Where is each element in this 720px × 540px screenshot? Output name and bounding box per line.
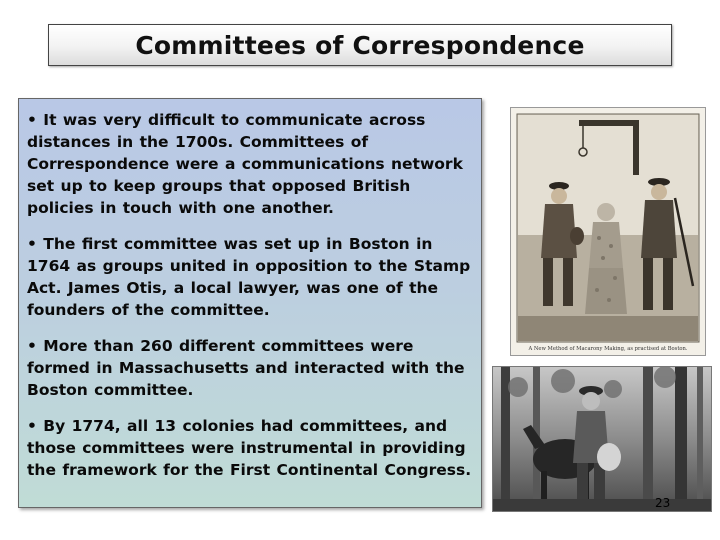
engraving-illustration: [511, 108, 705, 355]
bullet-item: • It was very difficult to communicate across distances in the 1700s. Committees of Correspondence were a communications network set up to keep groups that opposed British policies in touch with one another.: [27, 111, 463, 217]
bullet-item: • By 1774, all 13 colonies had committees, and those committees were instrumental in providing the framework for the First Continental Congress.: [27, 417, 472, 479]
engraving-image: [510, 107, 706, 356]
page-number: 23: [655, 496, 671, 510]
bullet-text-box: [18, 98, 482, 508]
photograph-image: [492, 366, 712, 512]
photograph-illustration: [493, 367, 711, 511]
engraving-caption: A New Method of Macarony Making, as practised at Boston.: [528, 346, 688, 352]
bullet-item: • The first committee was set up in Boston in 1764 as groups united in opposition to the Stamp Act. James Otis, a local lawyer, was one of the founders of the committee.: [27, 235, 471, 319]
title-banner: [48, 24, 672, 66]
slide-title: Committees of Correspondence: [135, 30, 585, 60]
bullet-item: • More than 260 different committees were formed in Massachusetts and interacted with the Boston committee.: [27, 337, 465, 399]
